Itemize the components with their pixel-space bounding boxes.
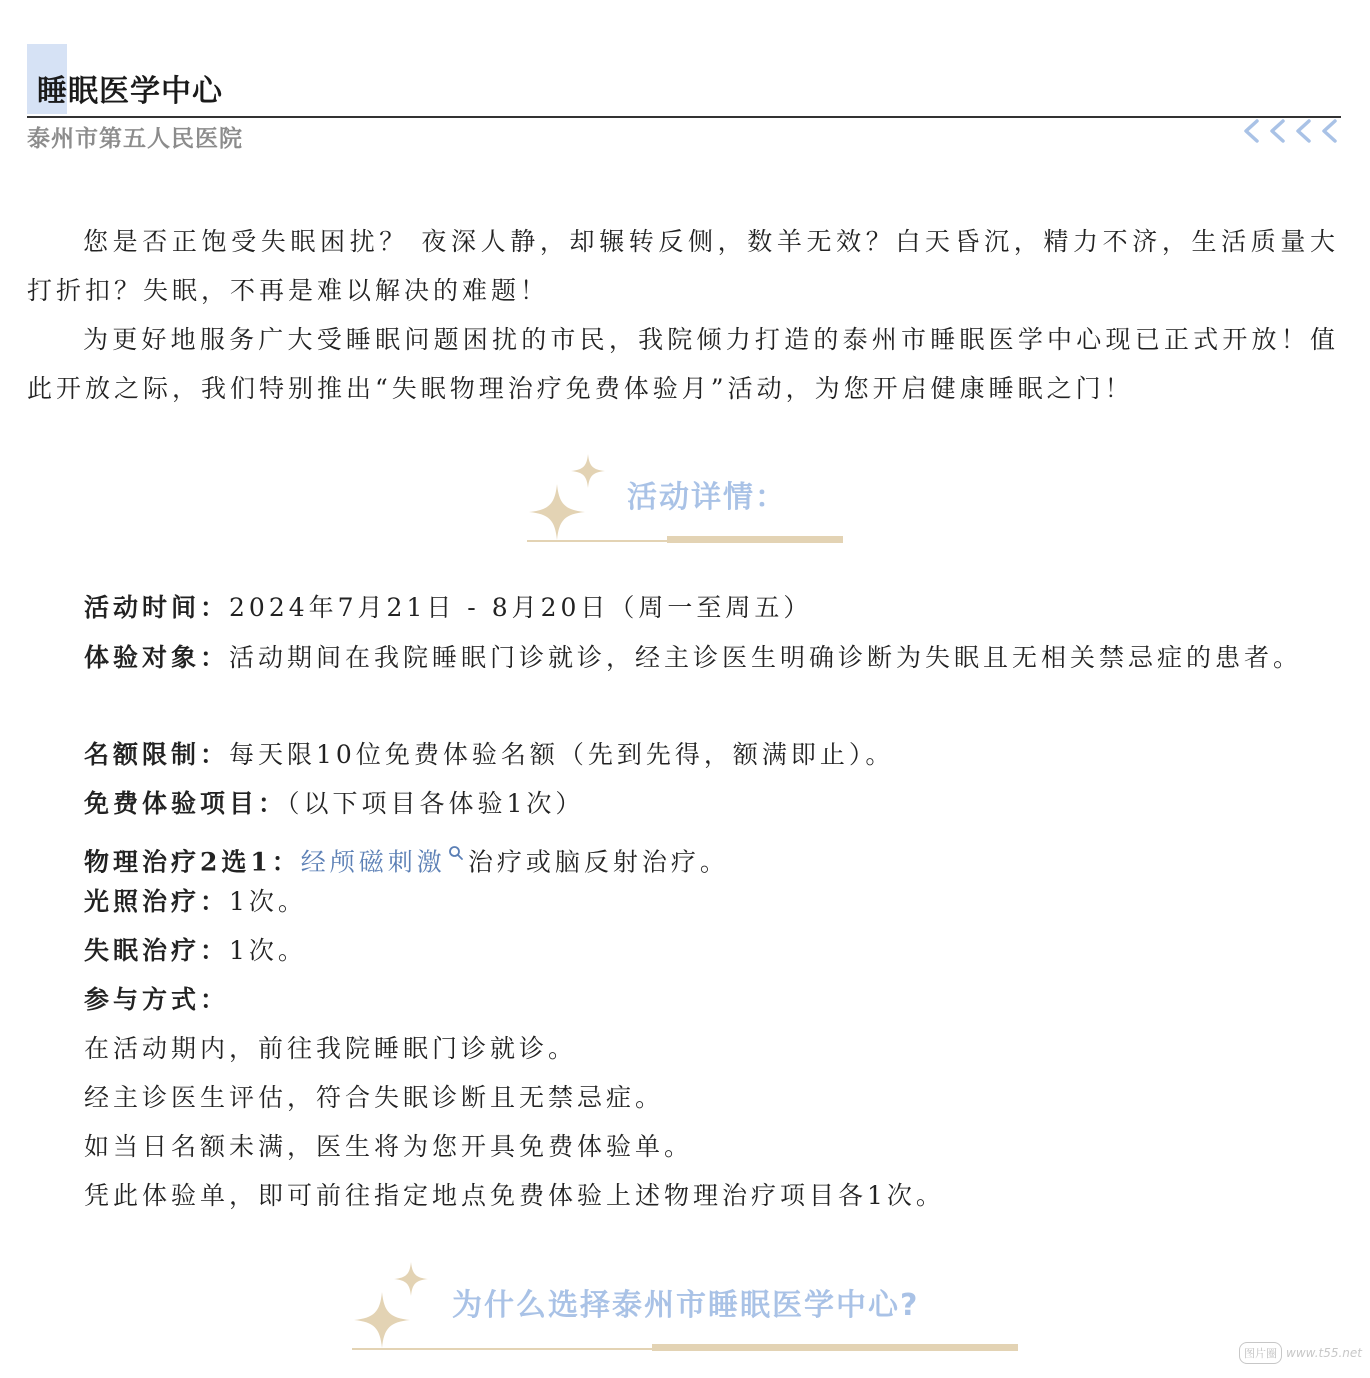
light-label: 光照治疗：	[84, 887, 230, 916]
watermark-badge: 图片圈	[1239, 1342, 1282, 1364]
insomnia-label: 失眠治疗：	[84, 936, 230, 965]
watermark-site: www.t55.net	[1286, 1346, 1362, 1360]
items-label: 免费体验项目：	[84, 789, 288, 818]
step-2: 经主诊医生评估，符合失眠诊断且无禁忌症。	[84, 1083, 665, 1112]
title-block	[27, 44, 1341, 118]
intro-paragraph-2: 为更好地服务广大受睡眠问题困扰的市民，我院倾力打造的泰州市睡眠医学中心现已正式开放！值此开放之际，我们特别推出“失眠物理治疗免费体验月”活动，为您开启健康睡眠之门！	[27, 325, 1339, 403]
intro-paragraph-1: 您是否正饱受失眠困扰？ 夜深人静，却辗转反侧，数羊无效？白天昏沉，精力不济，生活质量大打折扣？失眠，不再是难以解决的难题！	[27, 227, 1339, 305]
items-value: （以下项目各体验1次）	[287, 789, 585, 818]
step-1: 在活动期内，前往我院睡眠门诊就诊。	[84, 1034, 578, 1063]
section-heading-why	[352, 1262, 1018, 1352]
section-heading-details	[527, 452, 843, 542]
insomnia-value: 1次。	[229, 936, 307, 965]
activity-time-label: 活动时间：	[84, 593, 230, 622]
physio-therapy	[84, 838, 729, 877]
physio-label: 物理治疗2选1：	[84, 847, 301, 877]
step-4: 凭此体验单，即可前往指定地点免费体验上述物理治疗项目各1次。	[84, 1181, 945, 1210]
sparkle-large-icon	[354, 1292, 410, 1348]
chevrons-left-icon	[1239, 118, 1341, 144]
hospital-name: 泰州市第五人民医院	[27, 126, 243, 152]
method-label: 参与方式：	[84, 985, 230, 1014]
divider-accent	[667, 536, 843, 543]
section-title: 活动详情：	[627, 480, 787, 515]
light-value: 1次。	[229, 887, 307, 916]
section-title: 为什么选择泰州市睡眠医学中心?	[452, 1288, 920, 1323]
target-audience	[27, 633, 1339, 682]
tms-link[interactable]: 经颅磁刺激	[300, 847, 446, 877]
quota-label: 名额限制：	[84, 740, 230, 769]
sparkle-small-icon	[394, 1262, 428, 1296]
participation-method	[84, 985, 229, 1015]
sparkle-large-icon	[529, 484, 585, 540]
step-3: 如当日名额未满，医生将为您开具免费体验单。	[84, 1132, 694, 1161]
quota-limit	[84, 740, 894, 770]
watermark	[1239, 1342, 1362, 1364]
divider-accent	[652, 1344, 1018, 1351]
insomnia-therapy	[84, 936, 307, 966]
page-title: 睡眠医学中心	[37, 74, 223, 109]
activity-time-value: 2024年7月21日 - 8月20日（周一至周五）	[229, 593, 813, 622]
free-items	[84, 789, 584, 819]
quota-value: 每天限10位免费体验名额（先到先得，额满即止）。	[229, 740, 895, 769]
target-label: 体验对象：	[84, 643, 230, 672]
search-icon[interactable]	[448, 838, 464, 868]
page-header	[27, 44, 1341, 152]
physio-rest: 治疗或脑反射治疗。	[467, 847, 729, 877]
target-value: 活动期间在我院睡眠门诊就诊，经主诊医生明确诊断为失眠且无相关禁忌症的患者。	[229, 643, 1303, 672]
sparkle-small-icon	[571, 454, 605, 488]
light-therapy	[84, 887, 307, 917]
activity-time	[84, 593, 812, 623]
